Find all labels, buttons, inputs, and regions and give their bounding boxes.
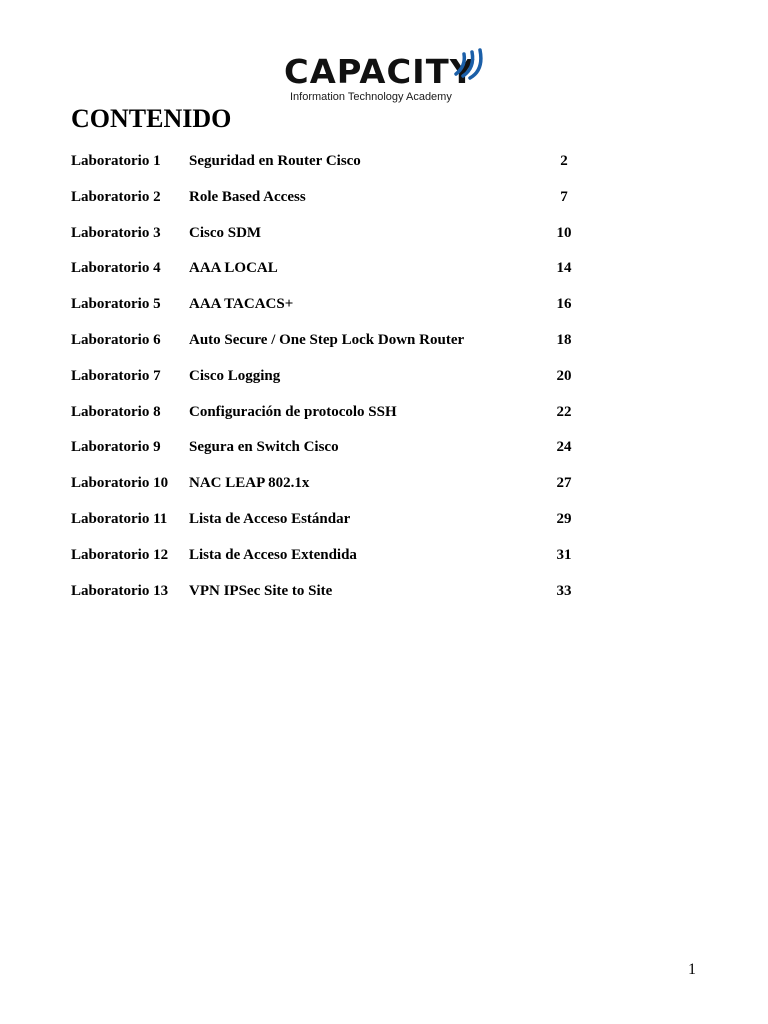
toc-page-number: 7: [560, 188, 568, 205]
toc-lab-label: Laboratorio 9: [71, 439, 161, 456]
toc-entry: [71, 187, 591, 223]
toc-title: VPN IPSec Site to Site: [189, 582, 333, 599]
toc-page-number: 14: [556, 260, 572, 277]
toc-page-number: 18: [556, 331, 572, 348]
signal-waves-icon: [450, 44, 486, 80]
toc-lab-label: Laboratorio 4: [71, 260, 161, 277]
toc-page-number: 22: [556, 403, 572, 420]
page-title: CONTENIDO: [71, 104, 232, 133]
toc-entry: [71, 258, 591, 294]
toc-entry: [71, 437, 591, 473]
toc-lab-label: Laboratorio 7: [71, 367, 161, 384]
toc-entry: [71, 509, 591, 545]
toc-entry: [71, 151, 591, 187]
toc-lab-label: Laboratorio 3: [71, 224, 161, 241]
logo-tagline: Information Technology Academy: [290, 91, 452, 103]
toc-title: Segura en Switch Cisco: [189, 439, 339, 456]
toc-title: NAC LEAP 802.1x: [189, 475, 310, 492]
toc-lab-label: Laboratorio 12: [71, 546, 169, 563]
toc-page-number: 20: [556, 367, 572, 384]
toc-title: Lista de Acceso Extendida: [189, 546, 357, 563]
toc-title: Cisco SDM: [189, 224, 262, 241]
toc-page-number: 27: [556, 475, 572, 492]
toc-entry: [71, 366, 591, 402]
toc-entry: [71, 402, 591, 438]
toc-entry: [71, 294, 591, 330]
toc-entry: [71, 223, 591, 259]
toc-title: Cisco Logging: [189, 367, 281, 384]
toc-title: Role Based Access: [189, 188, 306, 205]
toc-lab-label: Laboratorio 6: [71, 331, 161, 348]
toc-title: Configuración de protocolo SSH: [189, 403, 397, 420]
toc-lab-label: Laboratorio 1: [71, 153, 161, 169]
logo-wordmark: CAPACITY: [284, 52, 476, 91]
toc-lab-label: Laboratorio 2: [71, 188, 161, 205]
capacity-logo: [284, 44, 484, 108]
toc-page-number: 31: [556, 546, 572, 563]
toc-lab-label: Laboratorio 5: [71, 296, 161, 313]
toc-lab-label: Laboratorio 13: [71, 582, 169, 599]
toc-page-number: 10: [556, 224, 572, 241]
toc-entry: [71, 473, 591, 509]
page-number: 1: [688, 961, 696, 978]
toc-page-number: 2: [560, 153, 568, 169]
toc-page-number: 29: [556, 510, 572, 527]
toc-title: Auto Secure / One Step Lock Down Router: [189, 331, 465, 348]
toc-page-number: 33: [556, 582, 572, 599]
toc-entry: [71, 545, 591, 581]
toc-page-number: 24: [556, 439, 572, 456]
toc-lab-label: Laboratorio 11: [71, 510, 168, 527]
toc-title: AAA TACACS+: [189, 296, 294, 313]
toc-title: AAA LOCAL: [189, 260, 278, 277]
toc-title: Seguridad en Router Cisco: [189, 153, 361, 169]
toc-entry: [71, 581, 591, 617]
toc-lab-label: Laboratorio 8: [71, 403, 161, 420]
toc-entry: [71, 330, 591, 366]
toc-page-number: 16: [556, 296, 572, 313]
toc-title: Lista de Acceso Estándar: [189, 510, 351, 527]
table-of-contents: [71, 151, 591, 616]
toc-lab-label: Laboratorio 10: [71, 475, 169, 492]
